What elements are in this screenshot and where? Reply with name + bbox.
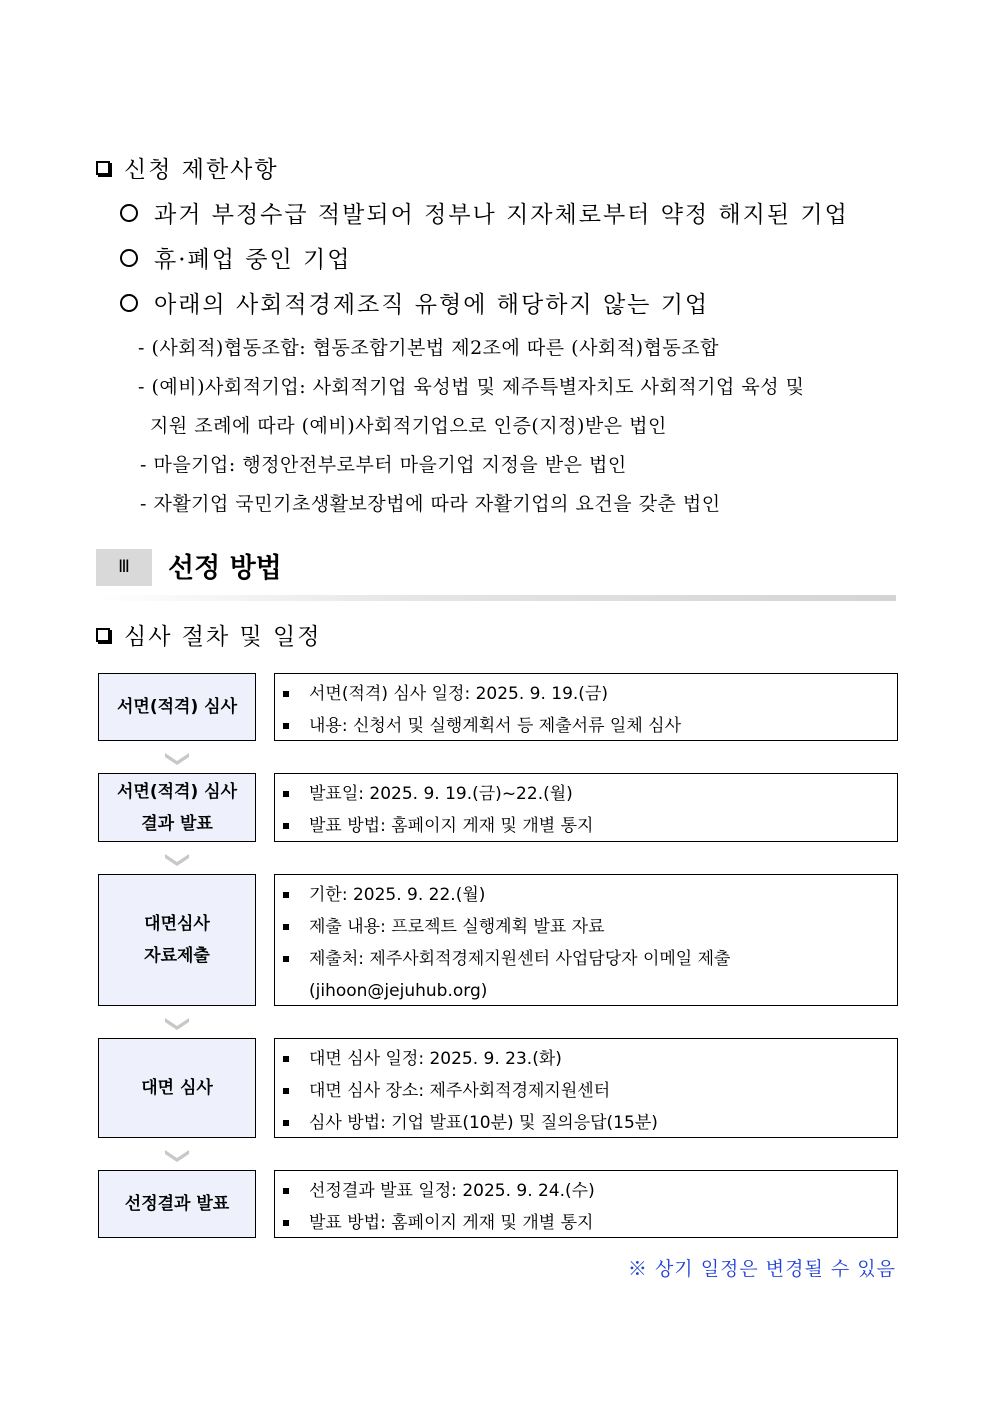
square-bullet-icon [96,628,110,642]
restriction-subitem: 지원 조례에 따라 (예비)사회적기업으로 인증(지정)받은 법인 [150,415,667,437]
detail-item: 서면(적격) 심사 일정: 2025. 9. 19.(금) [281,678,891,710]
step-label-box [98,773,256,842]
chevron-down-icon [164,1016,190,1032]
restriction-item: 과거 부정수급 적발되어 정부나 지자체로부터 약정 해지된 기업 [120,196,849,229]
step-label: 대면심사 [144,914,210,934]
step-label-box [98,874,256,1006]
square-bullet-icon [283,1220,289,1226]
square-bullet-icon [283,691,289,697]
chevron-down-icon [164,751,190,767]
step-detail-box [274,673,898,741]
step-label: 서면(적격) 심사 [117,781,237,802]
section-divider [96,595,896,601]
schedule-change-note: ※ 상기 일정은 변경될 수 있음 [627,1258,896,1280]
square-bullet-icon [283,1120,289,1126]
detail-item: 발표 방법: 홈페이지 게재 및 개별 통지 [281,810,891,842]
detail-item: 제출 내용: 프로젝트 실행계획 발표 자료 [281,911,891,943]
step-label-box [98,673,256,741]
step-detail-box [274,1170,898,1238]
chevron-down-icon [164,852,190,868]
restriction-subitem: - (예비)사회적기업: 사회적기업 육성법 및 제주특별자치도 사회적기업 육성 및 [138,376,805,398]
circle-bullet-icon [120,294,138,312]
detail-item: 발표 방법: 홈페이지 게재 및 개별 통지 [281,1207,891,1239]
detail-item: 기한: 2025. 9. 22.(월) [281,879,891,911]
square-bullet-icon [283,892,289,898]
step-detail-box [274,874,898,1006]
step-label: 결과 발표 [141,813,213,834]
square-bullet-icon [283,1056,289,1062]
detail-item-continued [281,975,891,1007]
square-bullet-icon [283,723,289,729]
section-number: Ⅲ [96,549,152,586]
step-label-box [98,1170,256,1238]
restriction-item: 휴·폐업 중인 기업 [120,241,351,274]
detail-item: 대면 심사 장소: 제주사회적경제지원센터 [281,1075,891,1107]
square-bullet-icon [283,1088,289,1094]
restrictions-heading: 신청 제한사항 [96,151,279,184]
section-title: 선정 방법 [168,553,282,584]
step-detail-box [274,773,898,842]
restriction-item: 아래의 사회적경제조직 유형에 해당하지 않는 기업 [120,286,709,319]
circle-bullet-icon [120,249,138,267]
square-bullet-icon [283,924,289,930]
detail-item: 발표일: 2025. 9. 19.(금)~22.(월) [281,778,891,810]
restriction-subitem: - 마을기업: 행정안전부로부터 마을기업 지정을 받은 법인 [140,454,627,476]
square-bullet-icon [283,823,289,829]
square-bullet-icon [283,956,289,962]
detail-item: 선정결과 발표 일정: 2025. 9. 24.(수) [281,1175,891,1207]
step-label: 선정결과 발표 [124,1194,230,1214]
step-label: 대면 심사 [141,1078,213,1098]
chevron-down-icon [164,1148,190,1164]
detail-item: 내용: 신청서 및 실행계획서 등 제출서류 일체 심사 [281,710,891,742]
circle-bullet-icon [120,204,138,222]
email-address: (jihoon@jejuhub.org) [309,981,488,1001]
square-bullet-icon [283,1188,289,1194]
square-bullet-icon [96,161,110,175]
step-label: 자료제출 [144,946,210,966]
step-label-box [98,1038,256,1138]
procedure-heading: 심사 절차 및 일정 [96,618,321,651]
detail-item: 대면 심사 일정: 2025. 9. 23.(화) [281,1043,891,1075]
step-detail-box [274,1038,898,1138]
restriction-subitem: - 자활기업 국민기초생활보장법에 따라 자활기업의 요건을 갖춘 법인 [140,493,721,515]
restriction-subitem: - (사회적)협동조합: 협동조합기본법 제2조에 따른 (사회적)협동조합 [138,337,719,359]
square-bullet-icon [283,791,289,797]
detail-item: 심사 방법: 기업 발표(10분) 및 질의응답(15분) [281,1107,891,1139]
step-label: 서면(적격) 심사 [117,697,237,717]
detail-item: 제출처: 제주사회적경제지원센터 사업담당자 이메일 제출 [281,943,891,975]
